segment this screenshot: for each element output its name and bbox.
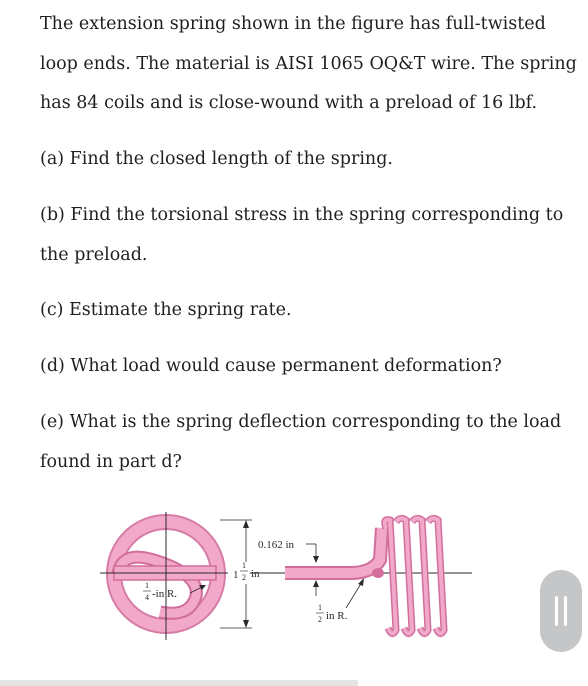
loop-r-den: 4 <box>145 593 149 602</box>
intro-line: The extension spring shown in the figure has full-twisted <box>40 14 546 34</box>
part-e-cont: found in part d? <box>40 452 182 472</box>
spring-figure <box>100 500 480 650</box>
bend-r-den: 2 <box>318 615 322 624</box>
part-b-cont: the preload. <box>40 245 148 265</box>
part-d: (d) What load would cause permanent deformation? <box>40 356 502 376</box>
part-b: (b) Find the torsional stress in the spring corresponding to <box>40 205 564 225</box>
spring-diagram <box>100 500 480 650</box>
part-a: (a) Find the closed length of the spring. <box>40 149 393 169</box>
height-num: 1 <box>242 561 246 570</box>
part-c: (c) Estimate the spring rate. <box>40 300 292 320</box>
bend-radius-label <box>316 578 364 624</box>
loop-r-num: 1 <box>145 581 149 590</box>
horizontal-scrollbar[interactable] <box>0 680 358 686</box>
bend-r-num: 1 <box>318 603 322 612</box>
wire-dim-text: 0.162 in <box>258 539 295 551</box>
intro-line: loop ends. The material is AISI 1065 OQ&T wire. The spring <box>40 54 577 74</box>
loop-r-unit: -in R. <box>152 588 178 600</box>
height-den: 2 <box>242 573 246 582</box>
spring-side-view <box>250 518 472 633</box>
scroll-handle[interactable] <box>540 570 582 652</box>
grip-line <box>564 596 567 626</box>
height-unit: in <box>251 568 260 580</box>
part-e: (e) What is the spring deflection corresponding to the load <box>40 412 562 432</box>
grip-line <box>555 596 558 626</box>
height-dimension <box>220 520 260 628</box>
height-whole: 1 <box>233 569 239 581</box>
intro-line: has 84 coils and is close-wound with a preload of 16 lbf. <box>40 93 538 113</box>
end-loop-view <box>100 512 228 640</box>
bend-r-unit: in R. <box>326 610 348 622</box>
coils <box>385 518 444 633</box>
